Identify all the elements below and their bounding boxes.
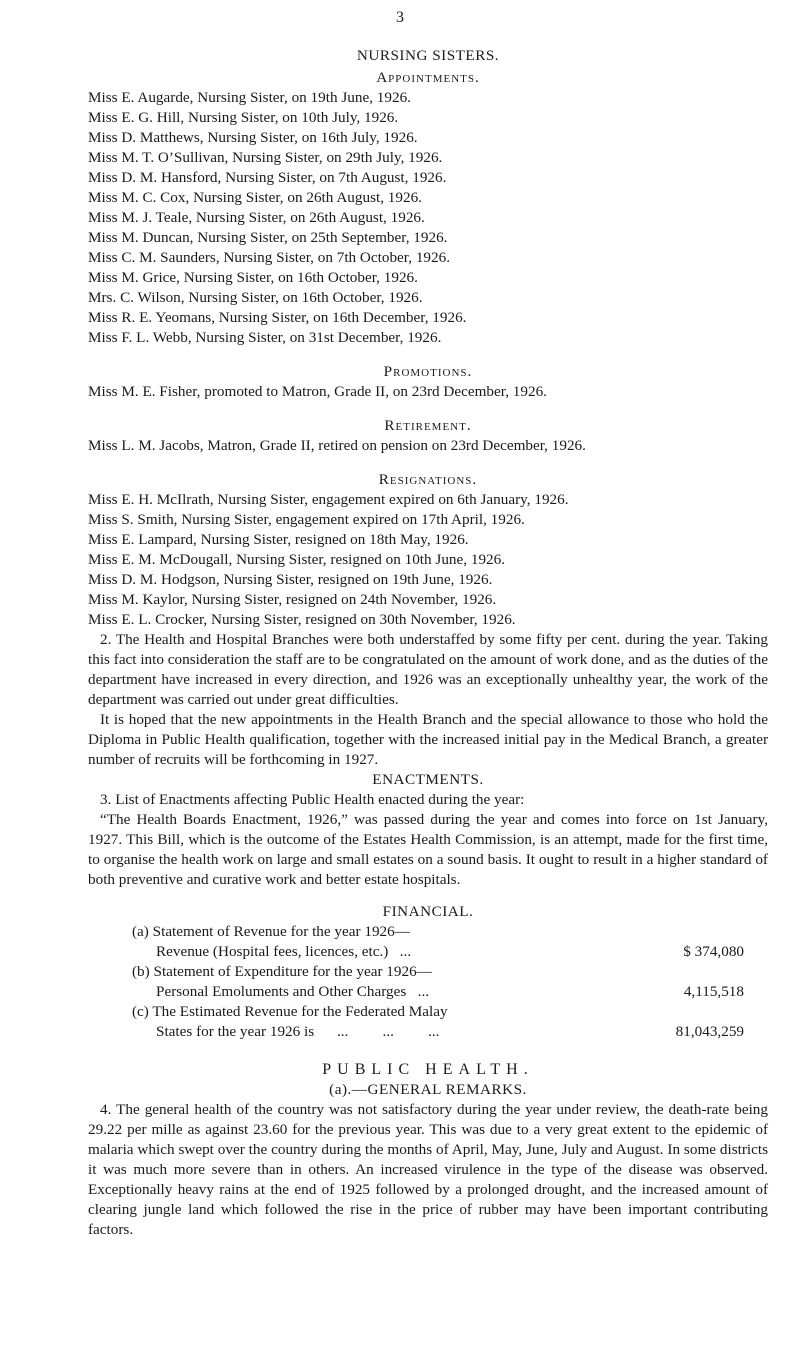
revenue-statement-label: (a) Statement of Revenue for the year 1926— — [132, 923, 410, 940]
enactments-heading: ENACTMENTS. — [372, 771, 484, 788]
financial-statements — [132, 922, 744, 1042]
appointment-item: Miss M. Grice, Nursing Sister, on 16th October, 1926. — [88, 269, 418, 286]
enactments-body: “The Health Boards Enactment, 1926,” was passed during the year and comes into force on 1st January, 1927. This Bill, which is the outcome of the Estates Health Commission, is an attempt, made for the first time, to organise the health work on large and small estates on a sound basis. It ought to result in a higher standard of both preventive and curative work and better estate hospitals. — [88, 811, 768, 888]
appointment-item: Miss E. G. Hill, Nursing Sister, on 10th July, 1926. — [88, 109, 399, 126]
estimated-revenue-item: States for the year 1926 is — [156, 1023, 315, 1040]
resignation-item: Miss D. M. Hodgson, Nursing Sister, resigned on 19th June, 1926. — [88, 571, 493, 588]
expenditure-item: Personal Emoluments and Other Charges — [156, 983, 407, 1000]
estimated-revenue-leader: ... ... ... — [336, 1023, 440, 1040]
revenue-row — [156, 942, 744, 962]
page-content — [88, 46, 768, 1240]
appointment-item: Miss M. C. Cox, Nursing Sister, on 26th August, 1926. — [88, 189, 422, 206]
appointment-item: Miss R. E. Yeomans, Nursing Sister, on 16th December, 1926. — [88, 309, 467, 326]
paragraph-2: 2. The Health and Hospital Branches were both understaffed by some fifty per cent. during the year. Taking this fact into consideration the staff are to be congratulated on the amount of work done, and as the duties of the department have increased in every direction, and 1926 was an exceptionally unhealthy year, the work of the department was carried out under great difficulties. — [88, 631, 768, 708]
resignation-item: Miss E. Lampard, Nursing Sister, resigned on 18th May, 1926. — [88, 531, 469, 548]
resignation-item: Miss E. H. McIlrath, Nursing Sister, engagement expired on 6th January, 1926. — [88, 491, 569, 508]
promotions-heading: Promotions. — [383, 363, 473, 380]
paragraph-4: 4. The general health of the country was not satisfactory during the year under review, the death-rate being 29.22 per mille as against 23.60 for the previous year. This was due to a very great extent to the epidemic of malaria which swept over the country during the months of April, May, June, July and August. In some districts it was much more severe than in others. An increased virulence in the type of the disease was observed. Exceptionally heavy rains at the end of 1925 followed by a prolonged drought, and the increased amount of clearing jungle land which followed the rise in the price of rubber may have been important contributing factors. — [88, 1101, 768, 1238]
page-number: 3 — [396, 9, 404, 26]
resignations-heading: Resignations. — [378, 471, 478, 488]
appointment-item: Miss D. M. Hansford, Nursing Sister, on 7th August, 1926. — [88, 169, 447, 186]
appointments-list — [88, 88, 768, 348]
nursing-sisters-heading: NURSING SISTERS. — [356, 47, 500, 64]
appointments-heading: Appointments. — [376, 69, 480, 86]
revenue-item: Revenue (Hospital fees, licences, etc.) — [156, 943, 389, 960]
appointment-item: Miss M. T. O’Sullivan, Nursing Sister, on 29th July, 1926. — [88, 149, 443, 166]
financial-heading: FINANCIAL. — [382, 903, 474, 920]
expenditure-amount: 4,115,518 — [683, 983, 744, 1000]
expenditure-row — [156, 982, 744, 1002]
appointment-item: Miss E. Augarde, Nursing Sister, on 19th June, 1926. — [88, 89, 411, 106]
public-health-heading: PUBLIC HEALTH. — [322, 1061, 534, 1078]
estimated-revenue-label: (c) The Estimated Revenue for the Federated Malay — [132, 1003, 448, 1020]
promotion-item: Miss M. E. Fisher, promoted to Matron, Grade II, on 23rd December, 1926. — [88, 383, 547, 400]
paragraph-2-continued: It is hoped that the new appointments in the Health Branch and the special allowance to those who hold the Diploma in Public Health qualification, together with the increased initial pay in the Medical Branch, a greater number of recruits will be forthcoming in 1927. — [88, 711, 768, 768]
resignation-item: Miss S. Smith, Nursing Sister, engagement expired on 17th April, 1926. — [88, 511, 525, 528]
retirement-item: Miss L. M. Jacobs, Matron, Grade II, retired on pension on 23rd December, 1926. — [88, 437, 586, 454]
resignation-item: Miss M. Kaylor, Nursing Sister, resigned on 24th November, 1926. — [88, 591, 497, 608]
appointment-item: Miss F. L. Webb, Nursing Sister, on 31st December, 1926. — [88, 329, 442, 346]
appointment-item: Miss M. J. Teale, Nursing Sister, on 26th August, 1926. — [88, 209, 425, 226]
estimated-revenue-row — [156, 1022, 744, 1042]
appointment-item: Mrs. C. Wilson, Nursing Sister, on 16th October, 1926. — [88, 289, 423, 306]
estimated-revenue-amount: 81,043,259 — [675, 1023, 744, 1040]
enactments-intro: 3. List of Enactments affecting Public Health enacted during the year: — [100, 791, 525, 808]
expenditure-leader: ... — [417, 983, 430, 1000]
resignations-list — [88, 490, 768, 630]
appointment-item: Miss M. Duncan, Nursing Sister, on 25th September, 1926. — [88, 229, 448, 246]
appointment-item: Miss C. M. Saunders, Nursing Sister, on 7th October, 1926. — [88, 249, 451, 266]
revenue-leader: ... — [399, 943, 412, 960]
retirement-heading: Retirement. — [384, 417, 472, 434]
general-remarks-heading: (a).—GENERAL REMARKS. — [329, 1081, 527, 1098]
appointment-item: Miss D. Matthews, Nursing Sister, on 16th July, 1926. — [88, 129, 418, 146]
resignation-item: Miss E. M. McDougall, Nursing Sister, resigned on 10th June, 1926. — [88, 551, 506, 568]
expenditure-statement-label: (b) Statement of Expenditure for the year 1926— — [132, 963, 432, 980]
revenue-amount: $ 374,080 — [683, 943, 744, 960]
resignation-item: Miss E. L. Crocker, Nursing Sister, resigned on 30th November, 1926. — [88, 611, 516, 628]
